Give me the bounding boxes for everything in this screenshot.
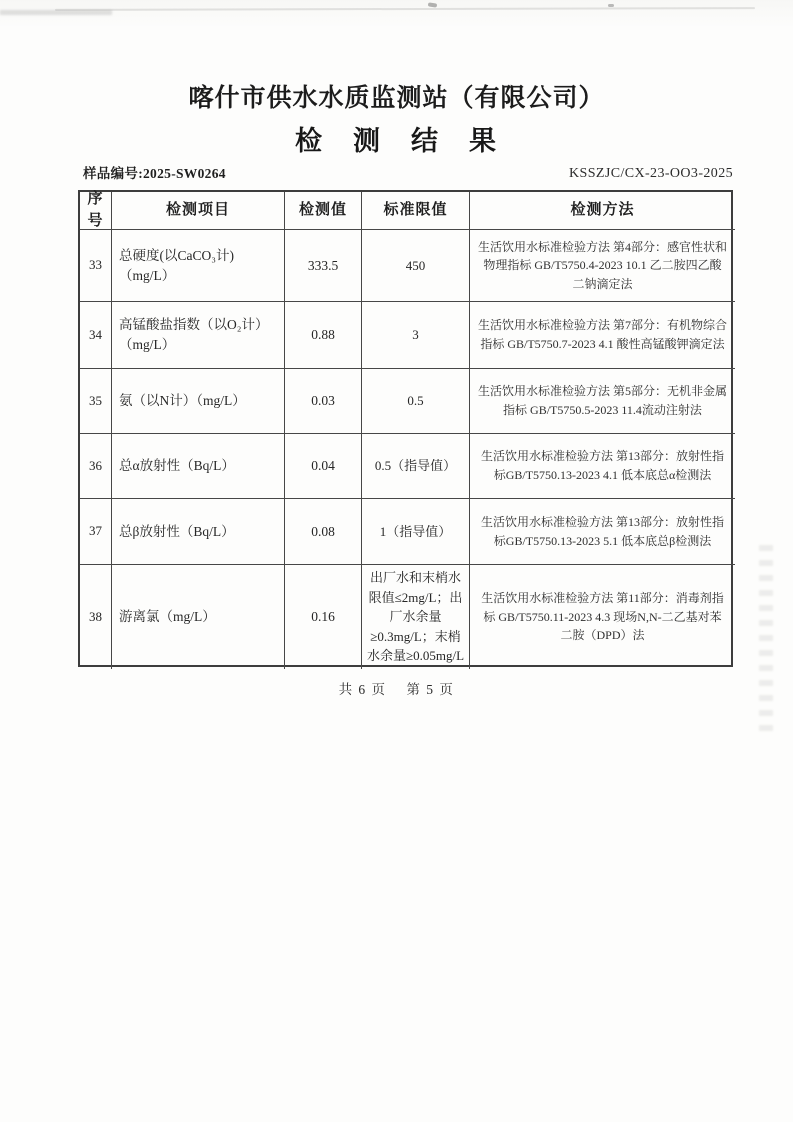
scan-artifact-speck [428, 2, 437, 7]
meta-row [83, 162, 733, 182]
cell-row35-no: 35 [80, 369, 112, 434]
cell-row38-item: 游离氯（mg/L） [112, 565, 285, 669]
cell-row34-limit: 3 [362, 302, 470, 369]
cell-row33-limit: 450 [362, 230, 470, 302]
cell-row33-no: 33 [80, 230, 112, 302]
cell-row37-method: 生活饮用水标准检验方法 第13部分：放射性指标GB/T5750.13-2023 5.1 低本底总β检测法 [470, 499, 735, 565]
cell-row35-value: 0.03 [285, 369, 362, 434]
scan-artifact-topline [55, 7, 755, 11]
cell-row38-method: 生活饮用水标准检验方法 第11部分：消毒剂指标 GB/T5750.11-2023 4.3 现场N,N-二乙基对苯二胺（DPD）法 [481, 591, 724, 643]
scan-artifact-bleed [759, 545, 773, 740]
cell-row37-limit: 1（指导值） [362, 499, 470, 565]
report-title: 检 测 结 果 [295, 126, 498, 156]
cell-row37-value: 0.08 [285, 499, 362, 565]
scan-artifact-speck [608, 4, 614, 7]
header-cell-limit: 标准限值 [362, 192, 470, 230]
cell-row35-limit: 0.5 [362, 369, 470, 434]
cell-row38-value: 0.16 [285, 565, 362, 669]
cell-row33-method: 生活饮用水标准检验方法 第4部分：感官性状和物理指标 GB/T5750.4-2023 10.1 乙二胺四乙酸二钠滴定法 [470, 230, 735, 302]
cell-row36-limit: 0.5（指导值） [362, 434, 470, 499]
header-cell-value: 检测值 [285, 192, 362, 230]
document-code: KSSZJC/CX-23-OO3-2025 [569, 166, 733, 181]
cell-row38-limit: 出厂水和末梢水限值≤2mg/L；出厂水余量≥0.3mg/L；末梢水余量≥0.05mg/L [362, 565, 470, 669]
cell-row33-value: 333.5 [285, 230, 362, 302]
cell-row34-no: 34 [80, 302, 112, 369]
cell-row34-item: 高锰酸盐指数（以O₂计）（mg/L） [112, 302, 285, 369]
cell-row34-method: 生活饮用水标准检验方法 第7部分：有机物综合指标 GB/T5750.7-2023 4.1 酸性高锰酸钾滴定法 [470, 302, 735, 369]
cell-row33-item: 总硬度(以CaCO₃计)（mg/L） [112, 230, 285, 302]
cell-row38-no: 38 [80, 565, 112, 669]
cell-row37-item: 总β放射性（Bq/L） [112, 499, 285, 565]
sample-number: 样品编号:2025-SW0264 [83, 166, 226, 181]
organization-title: 喀什市供水水质监测站（有限公司） [188, 85, 605, 112]
cell-row37-no: 37 [80, 499, 112, 565]
page-number-footer: 共 6 页 第 5 页 [338, 682, 455, 697]
header-cell-no: 序号 [80, 192, 112, 230]
cell-row34-value: 0.88 [285, 302, 362, 369]
results-table [78, 190, 733, 667]
header-cell-method: 检测方法 [470, 192, 735, 230]
cell-row35-item: 氨（以N计）（mg/L） [112, 369, 285, 434]
cell-row36-method: 生活饮用水标准检验方法 第13部分：放射性指标GB/T5750.13-2023 4.1 低本底总α检测法 [470, 434, 735, 499]
cell-row35-method: 生活饮用水标准检验方法 第5部分：无机非金属指标 GB/T5750.5-2023 11.4流动注射法 [470, 369, 735, 434]
header-cell-item: 检测项目 [112, 192, 285, 230]
scan-artifact-corner [0, 10, 112, 15]
cell-row36-value: 0.04 [285, 434, 362, 499]
cell-row36-item: 总α放射性（Bq/L） [112, 434, 285, 499]
cell-row36-no: 36 [80, 434, 112, 499]
